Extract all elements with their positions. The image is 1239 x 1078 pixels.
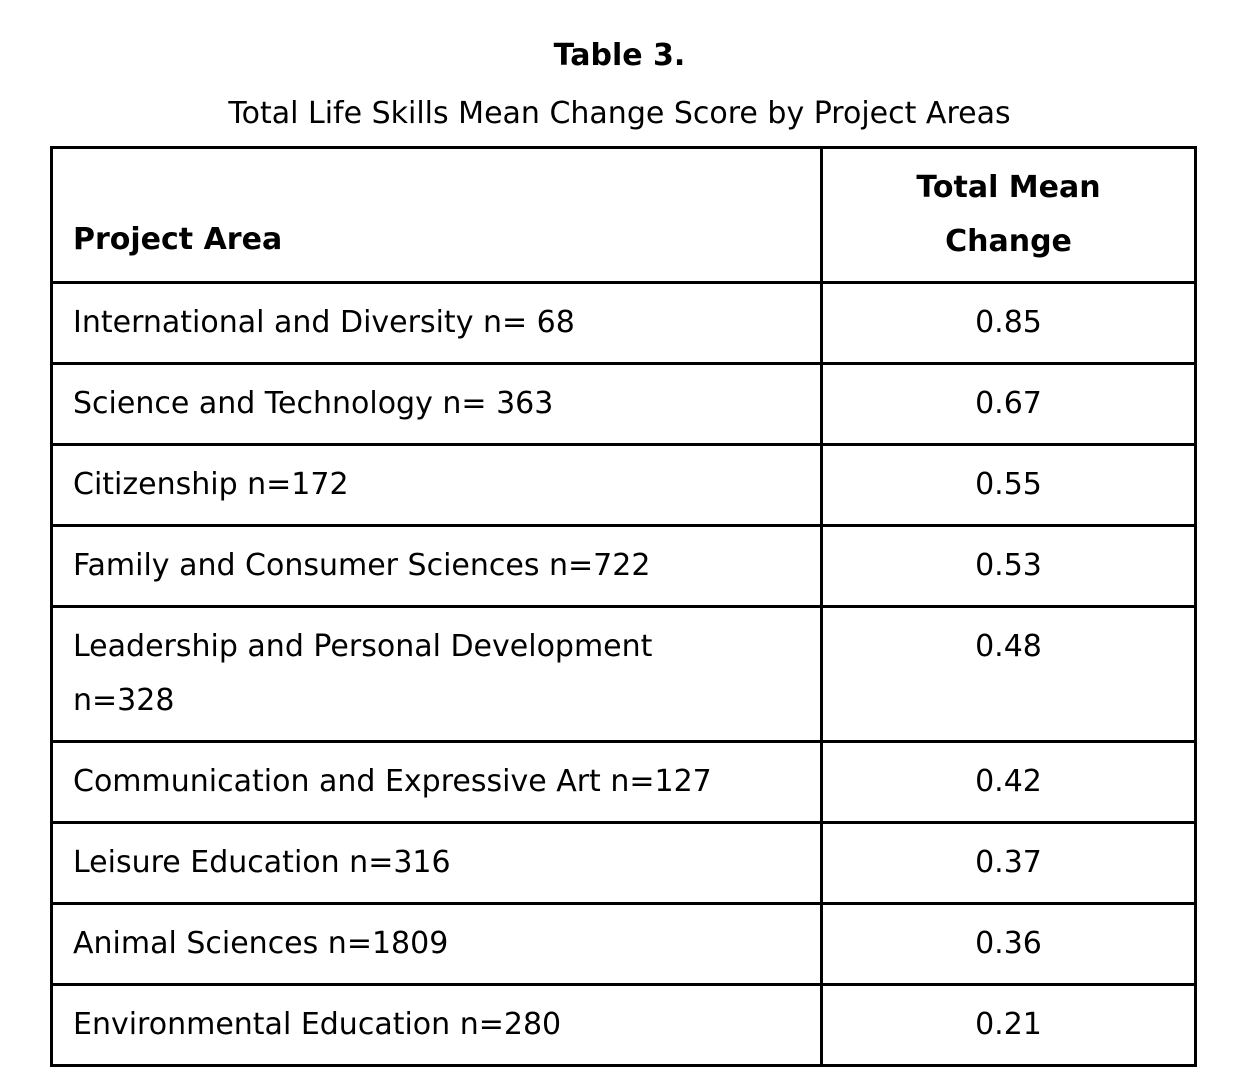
project-area-cell: International and Diversity n= 68 <box>52 283 822 364</box>
mean-change-cell: 0.67 <box>822 364 1196 445</box>
column-header-total-mean-change-label: Total Mean Change <box>916 170 1101 259</box>
project-area-cell: Science and Technology n= 363 <box>52 364 822 445</box>
mean-change-cell: 0.48 <box>822 607 1196 742</box>
table-row <box>52 607 1196 742</box>
table-number-title: Table 3. <box>553 38 686 73</box>
table-row <box>52 445 1196 526</box>
table-row <box>52 904 1196 985</box>
project-area-cell: Animal Sciences n=1809 <box>52 904 822 985</box>
table-row <box>52 526 1196 607</box>
project-area-cell: Leisure Education n=316 <box>52 823 822 904</box>
table-row <box>52 985 1196 1066</box>
project-area-cell: Leadership and Personal Development n=328 <box>52 607 822 742</box>
project-area-cell: Family and Consumer Sciences n=722 <box>52 526 822 607</box>
life-skills-table <box>50 146 1197 1067</box>
table-row <box>52 283 1196 364</box>
header-row <box>52 148 1196 283</box>
table-row <box>52 823 1196 904</box>
mean-change-cell: 0.55 <box>822 445 1196 526</box>
mean-change-cell: 0.85 <box>822 283 1196 364</box>
column-header-project-area: Project Area <box>52 148 822 283</box>
mean-change-cell: 0.36 <box>822 904 1196 985</box>
mean-change-cell: 0.53 <box>822 526 1196 607</box>
project-area-cell: Citizenship n=172 <box>52 445 822 526</box>
project-area-cell: Communication and Expressive Art n=127 <box>52 742 822 823</box>
mean-change-cell: 0.37 <box>822 823 1196 904</box>
column-header-total-mean-change <box>822 148 1196 283</box>
table-row <box>52 364 1196 445</box>
table-row <box>52 742 1196 823</box>
mean-change-cell: 0.42 <box>822 742 1196 823</box>
mean-change-cell: 0.21 <box>822 985 1196 1066</box>
project-area-cell: Environmental Education n=280 <box>52 985 822 1066</box>
table-caption: Total Life Skills Mean Change Score by Project Areas <box>228 96 1011 131</box>
